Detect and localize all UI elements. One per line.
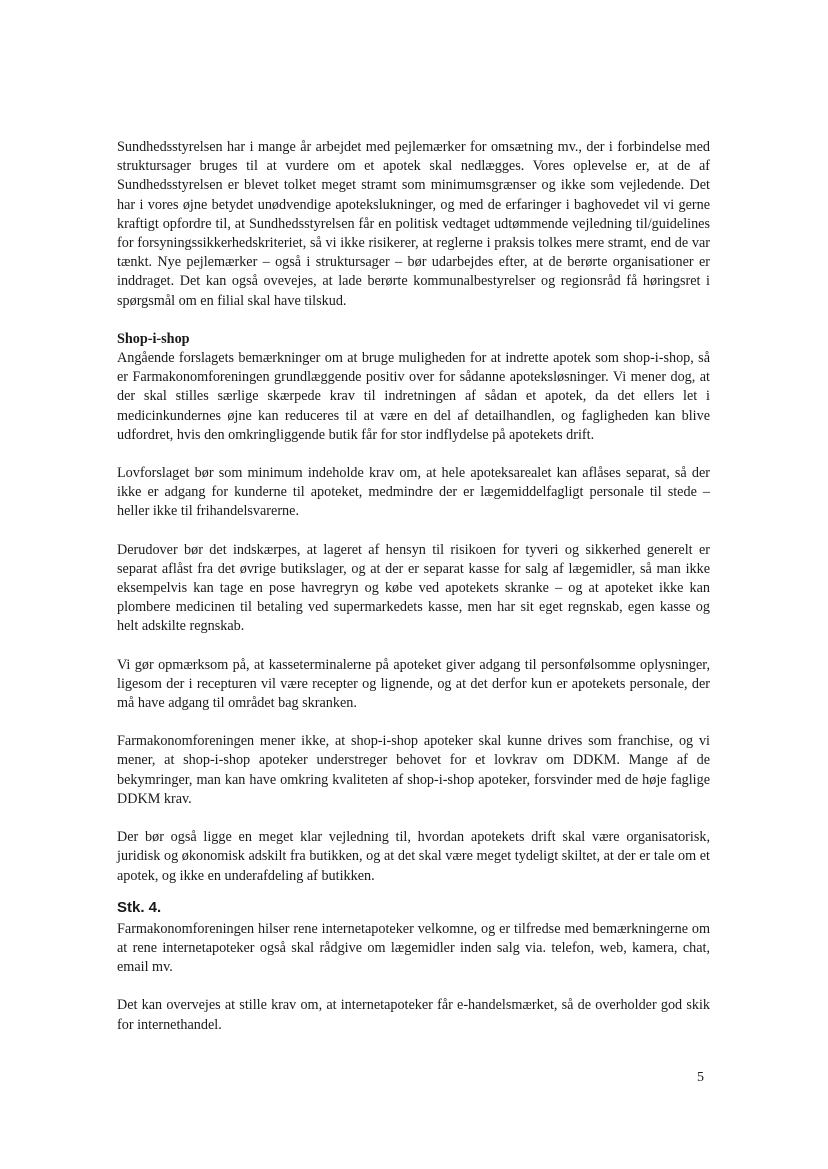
- paragraph: Angående forslagets bemærkninger om at bruge muligheden for at indrette apotek som shop-i-shop, så er Farmakonomforeningen grundlæggende positiv over for sådanne apoteksløsninger. Vi mener dog, at der skal stilles særlige skærpede krav til indretningen af sådan et apotek, da det ellers let i medicinkundernes øjne kan reduceres til at være en del af detailhandlen, og fagligheden kan blive udfordret, hvis den omkringliggende butik får for stor indflydelse på apotekets drift.: [117, 350, 710, 443]
- section-stk-4: [117, 898, 710, 1035]
- paragraph: Det kan overvejes at stille krav om, at internetapoteker får e-handelsmærket, så de overholder god skik for internethandel.: [117, 997, 710, 1033]
- paragraph: Farmakonomforeningen hilser rene internetapoteker velkomne, og er tilfredse med bemærkningerne om at rene internetapoteker også skal rådgive om lægemidler inden salg via. telefon, web, kamera, chat, email mv.: [117, 920, 710, 976]
- paragraph-intro: Sundhedsstyrelsen har i mange år arbejdet med pejlemærker for omsætning mv., der i forbindelse med struktursager bruges til at vurdere om et apotek skal nedlægges. Vores oplevelse er, at de af Sundhedsstyrelsen er blevet tolket meget stramt som minimumsgrænser og ikke som vejledende. Det har i vores øjne betydet unødvendige apotekslukninger, og med de erfaringer i baghovedet vil vi gerne kraftigt opfordre til, at Sundhedsstyrelsen får en politisk vedtaget udtømmende vejledning til/guidelines for forsyningssikkerhedskriteriet, så vi ikke risikerer, at reglerne i praksis tolkes mere stramt, end de var tænkt. Nye pejlemærker – også i struktursager – bør udarbejdes efter, at de berørte organisationer er inddraget. Det kan også ovevejes, at lade berørte kommunalbestyrelser og regionsråd få høringsret i spørgsmål om en filial skal have tilskud.: [117, 139, 710, 309]
- page-number: 5: [697, 1070, 704, 1085]
- paragraph: Farmakonomforeningen mener ikke, at shop-i-shop apoteker skal kunne drives som franchise, og vi mener, at shop-i-shop apoteker understreger behovet for et lovkrav om DDKM. Mange af de bekymringer, man kan have omkring kvaliteten af shop-i-shop apoteker, forsvinder med de høje faglige DDKM krav.: [117, 733, 710, 807]
- paragraph: Lovforslaget bør som minimum indeholde krav om, at hele apoteksarealet kan aflåses separat, så der ikke er adgang for kunderne til apoteket, medmindre der er lægemiddelfagligt personale til stede – heller ikke til frihandelsvarerne.: [117, 465, 710, 520]
- document-page: [117, 138, 710, 1054]
- paragraph: Derudover bør det indskærpes, at lageret af hensyn til risikoen for tyveri og sikkerhed generelt er separat aflåst fra det øvrige butikslager, og at der er separat kasse for salg af lægemidler, så man ikke eksempelvis kan tage en pose havregryn og købe ved apotekets skranke – og at apoteket ikke kan plombere medicinen til betaling ved supermarkedets kasse, men har sit eget regnskab, egen kasse og helt adskilte regnskab.: [117, 541, 710, 635]
- paragraph: Der bør også ligge en meget klar vejledning til, hvordan apotekets drift skal være organisatorisk, juridisk og økonomisk adskilt fra butikken, og at det skal være meget tydeligt skiltet, at der er tale om et apotek, og ikke en underafdeling af butikken.: [117, 829, 710, 884]
- paragraph: Vi gør opmærksom på, at kasseterminalerne på apoteket giver adgang til personfølsomme oplysninger, ligesom der i recepturen vil være recepter og lignende, og at det derfor kun er apotekets personale, der må have adgang til området bag skranken.: [117, 656, 710, 712]
- section-heading-stk-4: Stk. 4.: [117, 898, 162, 916]
- section-heading-shop-i-shop: Shop-i-shop: [117, 330, 190, 347]
- section-shop-i-shop: [117, 330, 710, 886]
